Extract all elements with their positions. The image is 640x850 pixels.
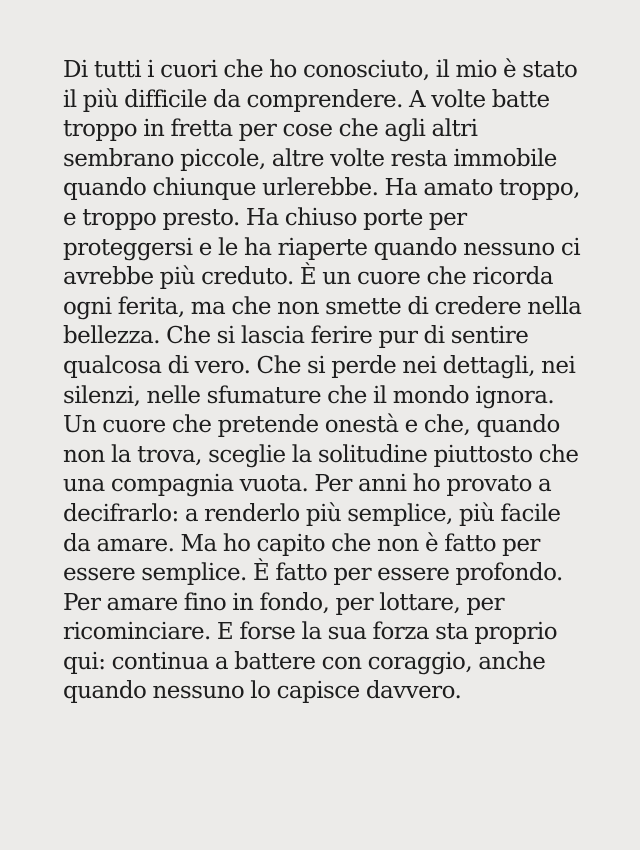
text-line: Di tutti i cuori che ho conosciuto, il mio è stato bbox=[63, 57, 578, 83]
text-line: ricominciare. E forse la sua forza sta proprio bbox=[63, 619, 557, 646]
text-line: non la trova, sceglie la solitudine piuttosto che bbox=[63, 441, 579, 468]
text-line: bellezza. Che si lascia ferire pur di sentire bbox=[63, 323, 529, 350]
text-line: una compagnia vuota. Per anni ho provato a bbox=[63, 471, 552, 498]
text-line: Per amare fino in fondo, per lottare, per bbox=[63, 589, 505, 616]
text-line: quando chiunque urlerebbe. Ha amato troppo, bbox=[63, 175, 580, 202]
text-line: Un cuore che pretende onestà e che, quando bbox=[63, 412, 560, 439]
text-line: qualcosa di vero. Che si perde nei dettagli, nei bbox=[63, 352, 576, 379]
text-line: quando nessuno lo capisce davvero. bbox=[63, 678, 462, 705]
text-line: qui: continua a battere con coraggio, anche bbox=[63, 648, 546, 675]
text-line: avrebbe più creduto. È un cuore che ricorda bbox=[63, 264, 553, 291]
text-line: sembrano piccole, altre volte resta immobile bbox=[63, 145, 557, 172]
text-line: troppo in fretta per cose che agli altri bbox=[63, 116, 478, 143]
text-block bbox=[63, 56, 623, 707]
text-line: da amare. Ma ho capito che non è fatto per bbox=[63, 530, 540, 557]
text-line: ogni ferita, ma che non smette di credere nella bbox=[63, 293, 582, 320]
text-line: proteggersi e le ha riaperte quando nessuno ci bbox=[63, 234, 581, 261]
text-line: il più difficile da comprendere. A volte batte bbox=[63, 86, 550, 113]
text-line: silenzi, nelle sfumature che il mondo ignora. bbox=[63, 382, 555, 409]
text-line: essere semplice. È fatto per essere profondo. bbox=[63, 560, 563, 587]
text-line: e troppo presto. Ha chiuso porte per bbox=[63, 204, 467, 231]
text-line: decifrarlo: a renderlo più semplice, più facile bbox=[63, 500, 561, 527]
